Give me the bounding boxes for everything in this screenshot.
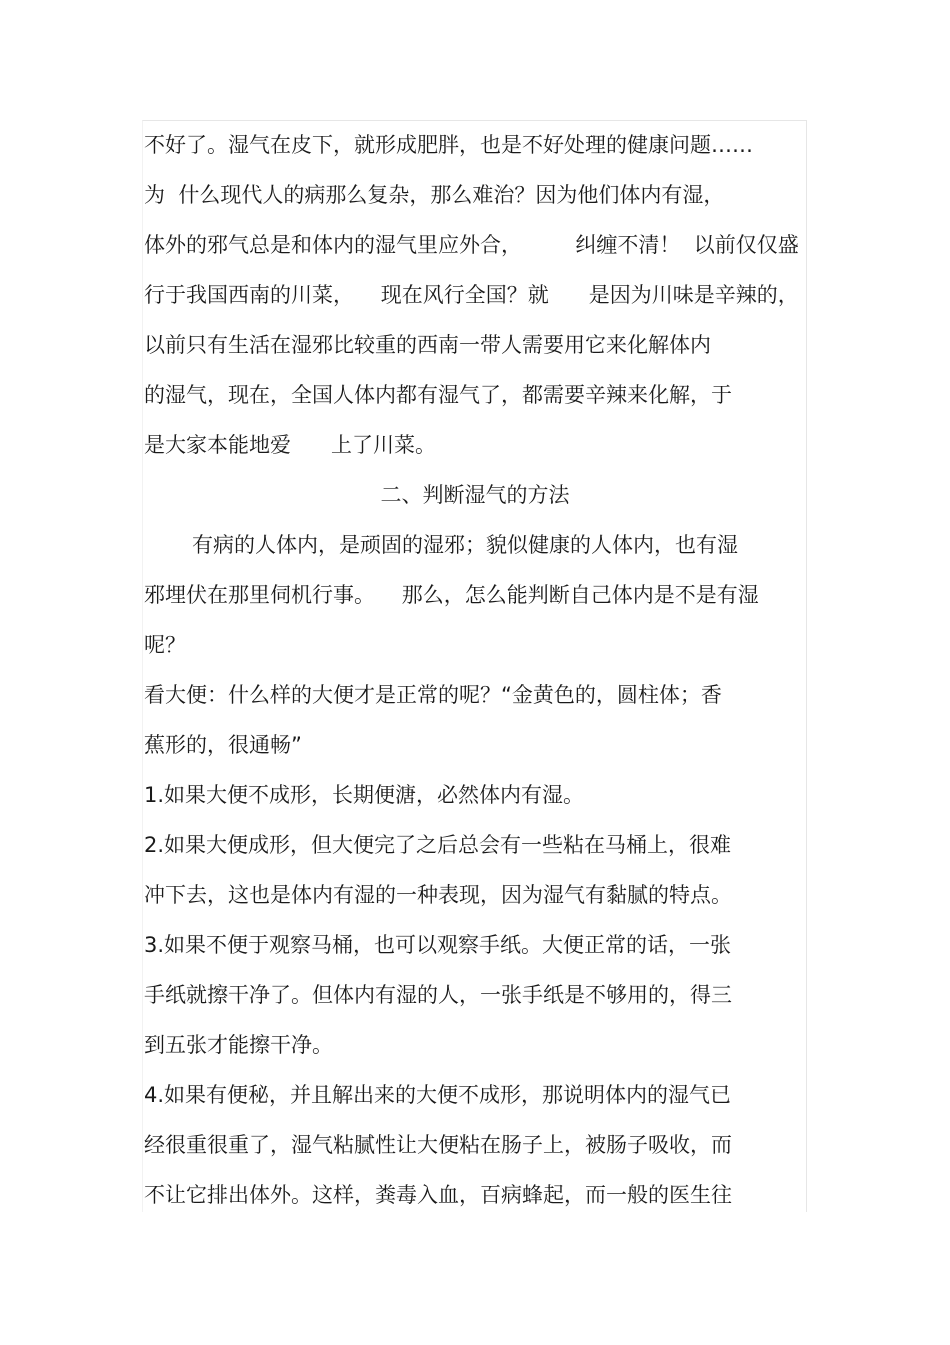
text-line: 为 什么现代人的病那么复杂，那么难治？因为他们体内有湿， — [144, 183, 725, 207]
section-heading: 二、判断湿气的方法 — [380, 483, 570, 507]
list-item: 2.如果大便成形，但大便完了之后总会有一些粘在马桶上，很难 — [144, 833, 732, 857]
list-item: 4.如果有便秘，并且解出来的大便不成形，那说明体内的湿气已 — [144, 1083, 732, 1107]
text-line: 蕉形的，很通畅” — [144, 733, 302, 757]
text-line: 看大便：什么样的大便才是正常的呢？“金黄色的，圆柱体；香 — [144, 683, 722, 707]
text-line: 体外的邪气总是和体内的湿气里应外合， 纠缠不清！ 以前仅仅盛 — [144, 233, 799, 257]
text-line: 经很重很重了，湿气粘腻性让大便粘在肠子上，被肠子吸收，而 — [144, 1133, 732, 1157]
text-line: 以前只有生活在湿邪比较重的西南一带人需要用它来化解体内 — [144, 333, 711, 357]
text-line: 是大家本能地爱 上了川菜。 — [144, 433, 437, 457]
paragraph-first-line: 有病的人体内，是顽固的湿邪；貌似健康的人体内，也有湿 — [192, 533, 738, 557]
list-item: 1.如果大便不成形，长期便溏，必然体内有湿。 — [144, 783, 585, 807]
text-line: 邪埋伏在那里伺机行事。 那么，怎么能判断自己体内是不是有湿 — [144, 583, 759, 607]
text-line: 不让它排出体外。这样，粪毒入血，百病蜂起，而一般的医生往 — [144, 1183, 732, 1207]
text-line: 手纸就擦干净了。但体内有湿的人，一张手纸是不够用的，得三 — [144, 983, 732, 1007]
text-line: 冲下去，这也是体内有湿的一种表现，因为湿气有黏腻的特点。 — [144, 883, 732, 907]
text-line: 呢？ — [144, 633, 186, 657]
text-line: 的湿气，现在，全国人体内都有湿气了，都需要辛辣来化解，于 — [144, 383, 732, 407]
list-item: 3.如果不便于观察马桶，也可以观察手纸。大便正常的话，一张 — [144, 933, 732, 957]
text-line: 行于我国西南的川菜， 现在风行全国？就 是因为川味是辛辣的， — [144, 283, 799, 307]
text-line: 到五张才能擦干净。 — [144, 1033, 333, 1057]
text-line: 不好了。湿气在皮下，就形成肥胖，也是不好处理的健康问题…… — [144, 133, 753, 157]
